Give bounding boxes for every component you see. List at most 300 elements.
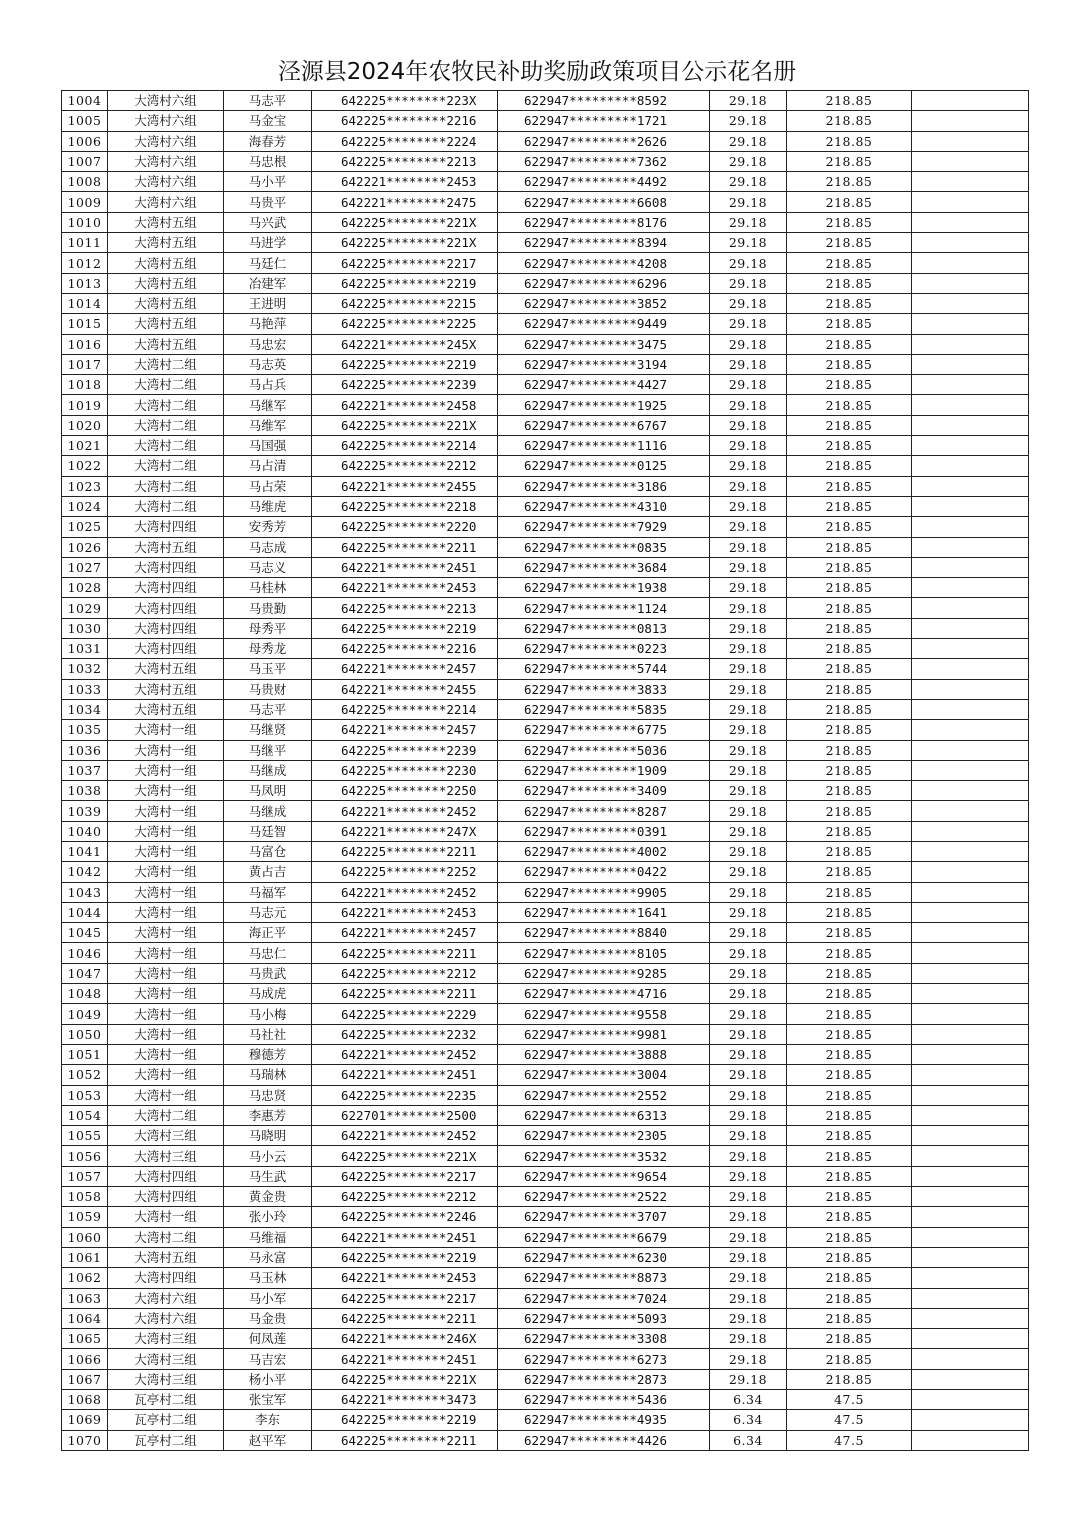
- award-amount-cell: 218.85: [787, 1227, 912, 1247]
- village-group-cell: 大湾村六组: [108, 1288, 224, 1308]
- name-cell: 黄占吉: [224, 862, 312, 882]
- name-cell: 马志义: [224, 557, 312, 577]
- id-number-cell: 642225********2225: [312, 314, 498, 334]
- award-amount-cell: 218.85: [787, 1247, 912, 1267]
- remark-cell: [912, 841, 1029, 861]
- subsidy-amount-cell: 29.18: [710, 598, 787, 618]
- remark-cell: [912, 334, 1029, 354]
- subsidy-amount-cell: 29.18: [710, 1146, 787, 1166]
- table-row: [62, 456, 1029, 476]
- id-number-cell: 642225********2232: [312, 1024, 498, 1044]
- remark-cell: [912, 943, 1029, 963]
- bank-card-cell: 622947*********6608: [498, 192, 710, 212]
- remark-cell: [912, 578, 1029, 598]
- id-number-cell: 642225********2212: [312, 456, 498, 476]
- village-group-cell: 大湾村二组: [108, 354, 224, 374]
- subsidy-amount-cell: 29.18: [710, 1288, 787, 1308]
- award-amount-cell: 218.85: [787, 395, 912, 415]
- table-row: [62, 1024, 1029, 1044]
- serial-number-cell: 1050: [62, 1024, 108, 1044]
- bank-card-cell: 622947*********3888: [498, 1044, 710, 1064]
- subsidy-amount-cell: 29.18: [710, 192, 787, 212]
- table-row: [62, 496, 1029, 516]
- page-title: 泾源县2024年农牧民补助奖励政策项目公示花名册: [277, 59, 797, 85]
- village-group-cell: 大湾村五组: [108, 273, 224, 293]
- award-amount-cell: 218.85: [787, 1065, 912, 1085]
- village-group-cell: 大湾村二组: [108, 1105, 224, 1125]
- subsidy-amount-cell: 29.18: [710, 720, 787, 740]
- name-cell: 马继成: [224, 760, 312, 780]
- village-group-cell: 大湾村四组: [108, 578, 224, 598]
- serial-number-cell: 1032: [62, 659, 108, 679]
- subsidy-amount-cell: 29.18: [710, 1024, 787, 1044]
- name-cell: 马桂林: [224, 578, 312, 598]
- bank-card-cell: 622947*********1721: [498, 111, 710, 131]
- award-amount-cell: 218.85: [787, 720, 912, 740]
- remark-cell: [912, 212, 1029, 232]
- name-cell: 海正平: [224, 923, 312, 943]
- table-row: [62, 1207, 1029, 1227]
- bank-card-cell: 622947*********9654: [498, 1166, 710, 1186]
- subsidy-amount-cell: 6.34: [710, 1390, 787, 1410]
- remark-cell: [912, 1166, 1029, 1186]
- table-row: [62, 1004, 1029, 1024]
- serial-number-cell: 1047: [62, 963, 108, 983]
- table-row: [62, 415, 1029, 435]
- table-row: [62, 1410, 1029, 1430]
- id-number-cell: 642221********247X: [312, 821, 498, 841]
- bank-card-cell: 622947*********8840: [498, 923, 710, 943]
- table-row: [62, 436, 1029, 456]
- table-row: [62, 720, 1029, 740]
- subsidy-amount-cell: 29.18: [710, 760, 787, 780]
- remark-cell: [912, 253, 1029, 273]
- name-cell: 马维虎: [224, 496, 312, 516]
- name-cell: 马占清: [224, 456, 312, 476]
- remark-cell: [912, 456, 1029, 476]
- id-number-cell: 622701********2500: [312, 1105, 498, 1125]
- serial-number-cell: 1007: [62, 151, 108, 171]
- award-amount-cell: 218.85: [787, 293, 912, 313]
- village-group-cell: 大湾村一组: [108, 862, 224, 882]
- award-amount-cell: 218.85: [787, 821, 912, 841]
- serial-number-cell: 1060: [62, 1227, 108, 1247]
- name-cell: 马兴武: [224, 212, 312, 232]
- table-row: [62, 476, 1029, 496]
- subsidy-amount-cell: 29.18: [710, 172, 787, 192]
- subsidy-amount-cell: 29.18: [710, 476, 787, 496]
- name-cell: 李惠芳: [224, 1105, 312, 1125]
- id-number-cell: 642225********2219: [312, 354, 498, 374]
- bank-card-cell: 622947*********1116: [498, 436, 710, 456]
- village-group-cell: 大湾村五组: [108, 537, 224, 557]
- serial-number-cell: 1019: [62, 395, 108, 415]
- bank-card-cell: 622947*********9449: [498, 314, 710, 334]
- serial-number-cell: 1041: [62, 841, 108, 861]
- name-cell: 何凤莲: [224, 1329, 312, 1349]
- id-number-cell: 642221********3473: [312, 1390, 498, 1410]
- id-number-cell: 642225********2224: [312, 131, 498, 151]
- subsidy-amount-cell: 29.18: [710, 314, 787, 334]
- award-amount-cell: 218.85: [787, 841, 912, 861]
- id-number-cell: 642225********2220: [312, 517, 498, 537]
- id-number-cell: 642221********2452: [312, 801, 498, 821]
- subsidy-amount-cell: 29.18: [710, 679, 787, 699]
- name-cell: 穆德芳: [224, 1044, 312, 1064]
- table-row: [62, 679, 1029, 699]
- bank-card-cell: 622947*********3308: [498, 1329, 710, 1349]
- serial-number-cell: 1038: [62, 781, 108, 801]
- name-cell: 马忠仁: [224, 943, 312, 963]
- subsidy-amount-cell: 29.18: [710, 273, 787, 293]
- id-number-cell: 642225********2213: [312, 598, 498, 618]
- serial-number-cell: 1012: [62, 253, 108, 273]
- serial-number-cell: 1037: [62, 760, 108, 780]
- serial-number-cell: 1045: [62, 923, 108, 943]
- name-cell: 马志元: [224, 902, 312, 922]
- village-group-cell: 大湾村二组: [108, 476, 224, 496]
- subsidy-amount-cell: 29.18: [710, 862, 787, 882]
- serial-number-cell: 1031: [62, 639, 108, 659]
- subsidy-amount-cell: 29.18: [710, 1369, 787, 1389]
- subsidy-amount-cell: 29.18: [710, 1268, 787, 1288]
- remark-cell: [912, 1308, 1029, 1328]
- id-number-cell: 642221********2453: [312, 902, 498, 922]
- table-row: [62, 1329, 1029, 1349]
- bank-card-cell: 622947*********0223: [498, 639, 710, 659]
- id-number-cell: 642221********2451: [312, 1227, 498, 1247]
- table-row: [62, 395, 1029, 415]
- serial-number-cell: 1015: [62, 314, 108, 334]
- village-group-cell: 大湾村二组: [108, 1227, 224, 1247]
- name-cell: 马维军: [224, 415, 312, 435]
- id-number-cell: 642225********2211: [312, 984, 498, 1004]
- bank-card-cell: 622947*********5093: [498, 1308, 710, 1328]
- name-cell: 马廷智: [224, 821, 312, 841]
- id-number-cell: 642221********2451: [312, 557, 498, 577]
- name-cell: 安秀芳: [224, 517, 312, 537]
- award-amount-cell: 218.85: [787, 314, 912, 334]
- table-row: [62, 314, 1029, 334]
- remark-cell: [912, 720, 1029, 740]
- bank-card-cell: 622947*********3475: [498, 334, 710, 354]
- remark-cell: [912, 902, 1029, 922]
- bank-card-cell: 622947*********8105: [498, 943, 710, 963]
- village-group-cell: 大湾村五组: [108, 293, 224, 313]
- name-cell: 黄金贵: [224, 1187, 312, 1207]
- id-number-cell: 642221********2452: [312, 1044, 498, 1064]
- table-row: [62, 91, 1029, 111]
- id-number-cell: 642225********2211: [312, 537, 498, 557]
- award-amount-cell: 218.85: [787, 476, 912, 496]
- table-row: [62, 1065, 1029, 1085]
- award-amount-cell: 218.85: [787, 91, 912, 111]
- village-group-cell: 大湾村一组: [108, 1065, 224, 1085]
- bank-card-cell: 622947*********6313: [498, 1105, 710, 1125]
- bank-card-cell: 622947*********1124: [498, 598, 710, 618]
- bank-card-cell: 622947*********5835: [498, 699, 710, 719]
- serial-number-cell: 1046: [62, 943, 108, 963]
- award-amount-cell: 218.85: [787, 1369, 912, 1389]
- bank-card-cell: 622947*********4426: [498, 1430, 710, 1450]
- village-group-cell: 大湾村二组: [108, 436, 224, 456]
- award-amount-cell: 218.85: [787, 1126, 912, 1146]
- bank-card-cell: 622947*********3532: [498, 1146, 710, 1166]
- remark-cell: [912, 314, 1029, 334]
- name-cell: 马小梅: [224, 1004, 312, 1024]
- award-amount-cell: 218.85: [787, 557, 912, 577]
- serial-number-cell: 1036: [62, 740, 108, 760]
- subsidy-amount-cell: 29.18: [710, 334, 787, 354]
- serial-number-cell: 1052: [62, 1065, 108, 1085]
- table-row: [62, 882, 1029, 902]
- serial-number-cell: 1044: [62, 902, 108, 922]
- serial-number-cell: 1055: [62, 1126, 108, 1146]
- id-number-cell: 642221********2453: [312, 1268, 498, 1288]
- subsidy-amount-cell: 29.18: [710, 415, 787, 435]
- name-cell: 马贵武: [224, 963, 312, 983]
- subsidy-amount-cell: 29.18: [710, 923, 787, 943]
- remark-cell: [912, 415, 1029, 435]
- name-cell: 杨小平: [224, 1369, 312, 1389]
- id-number-cell: 642221********2453: [312, 578, 498, 598]
- serial-number-cell: 1030: [62, 618, 108, 638]
- village-group-cell: 大湾村六组: [108, 151, 224, 171]
- table-row: [62, 293, 1029, 313]
- village-group-cell: 大湾村四组: [108, 1166, 224, 1186]
- table-row: [62, 131, 1029, 151]
- village-group-cell: 大湾村四组: [108, 517, 224, 537]
- bank-card-cell: 622947*********8873: [498, 1268, 710, 1288]
- name-cell: 张宝军: [224, 1390, 312, 1410]
- subsidy-amount-cell: 29.18: [710, 557, 787, 577]
- table-row: [62, 1146, 1029, 1166]
- name-cell: 马忠根: [224, 151, 312, 171]
- table-row: [62, 598, 1029, 618]
- bank-card-cell: 622947*********6767: [498, 415, 710, 435]
- award-amount-cell: 218.85: [787, 273, 912, 293]
- id-number-cell: 642221********2457: [312, 720, 498, 740]
- award-amount-cell: 218.85: [787, 496, 912, 516]
- village-group-cell: 大湾村四组: [108, 1187, 224, 1207]
- id-number-cell: 642225********2212: [312, 1187, 498, 1207]
- award-amount-cell: 218.85: [787, 1146, 912, 1166]
- subsidy-amount-cell: 29.18: [710, 1349, 787, 1369]
- award-amount-cell: 218.85: [787, 1329, 912, 1349]
- village-group-cell: 大湾村四组: [108, 1268, 224, 1288]
- bank-card-cell: 622947*********8394: [498, 233, 710, 253]
- subsidy-amount-cell: 6.34: [710, 1410, 787, 1430]
- remark-cell: [912, 131, 1029, 151]
- roster-table: [61, 90, 1029, 1451]
- award-amount-cell: 218.85: [787, 679, 912, 699]
- serial-number-cell: 1067: [62, 1369, 108, 1389]
- table-row: [62, 192, 1029, 212]
- serial-number-cell: 1010: [62, 212, 108, 232]
- serial-number-cell: 1029: [62, 598, 108, 618]
- serial-number-cell: 1054: [62, 1105, 108, 1125]
- serial-number-cell: 1034: [62, 699, 108, 719]
- bank-card-cell: 622947*********3852: [498, 293, 710, 313]
- id-number-cell: 642225********2246: [312, 1207, 498, 1227]
- serial-number-cell: 1008: [62, 172, 108, 192]
- award-amount-cell: 47.5: [787, 1430, 912, 1450]
- table-row: [62, 1105, 1029, 1125]
- serial-number-cell: 1063: [62, 1288, 108, 1308]
- village-group-cell: 大湾村二组: [108, 456, 224, 476]
- award-amount-cell: 218.85: [787, 1044, 912, 1064]
- village-group-cell: 大湾村一组: [108, 902, 224, 922]
- serial-number-cell: 1070: [62, 1430, 108, 1450]
- table-row: [62, 1187, 1029, 1207]
- id-number-cell: 642221********2453: [312, 172, 498, 192]
- bank-card-cell: 622947*********0422: [498, 862, 710, 882]
- village-group-cell: 大湾村四组: [108, 557, 224, 577]
- subsidy-amount-cell: 29.18: [710, 131, 787, 151]
- award-amount-cell: 218.85: [787, 740, 912, 760]
- remark-cell: [912, 1044, 1029, 1064]
- bank-card-cell: 622947*********3004: [498, 1065, 710, 1085]
- remark-cell: [912, 233, 1029, 253]
- serial-number-cell: 1016: [62, 334, 108, 354]
- table-row: [62, 760, 1029, 780]
- village-group-cell: 大湾村六组: [108, 111, 224, 131]
- award-amount-cell: 218.85: [787, 618, 912, 638]
- id-number-cell: 642225********2211: [312, 943, 498, 963]
- remark-cell: [912, 91, 1029, 111]
- village-group-cell: 大湾村一组: [108, 1207, 224, 1227]
- village-group-cell: 大湾村四组: [108, 618, 224, 638]
- id-number-cell: 642221********2451: [312, 1065, 498, 1085]
- subsidy-amount-cell: 29.18: [710, 659, 787, 679]
- table-row: [62, 984, 1029, 1004]
- subsidy-amount-cell: 29.18: [710, 963, 787, 983]
- bank-card-cell: 622947*********1925: [498, 395, 710, 415]
- remark-cell: [912, 1207, 1029, 1227]
- village-group-cell: 大湾村二组: [108, 375, 224, 395]
- id-number-cell: 642225********2239: [312, 375, 498, 395]
- remark-cell: [912, 679, 1029, 699]
- bank-card-cell: 622947*********4935: [498, 1410, 710, 1430]
- remark-cell: [912, 192, 1029, 212]
- bank-card-cell: 622947*********4716: [498, 984, 710, 1004]
- bank-card-cell: 622947*********6775: [498, 720, 710, 740]
- serial-number-cell: 1051: [62, 1044, 108, 1064]
- id-number-cell: 642221********246X: [312, 1329, 498, 1349]
- name-cell: 冶建军: [224, 273, 312, 293]
- village-group-cell: 大湾村五组: [108, 699, 224, 719]
- remark-cell: [912, 395, 1029, 415]
- award-amount-cell: 218.85: [787, 537, 912, 557]
- village-group-cell: 大湾村五组: [108, 334, 224, 354]
- remark-cell: [912, 862, 1029, 882]
- serial-number-cell: 1058: [62, 1187, 108, 1207]
- table-row: [62, 801, 1029, 821]
- award-amount-cell: 218.85: [787, 1024, 912, 1044]
- subsidy-amount-cell: 29.18: [710, 1308, 787, 1328]
- award-amount-cell: 218.85: [787, 923, 912, 943]
- id-number-cell: 642225********2214: [312, 699, 498, 719]
- serial-number-cell: 1043: [62, 882, 108, 902]
- remark-cell: [912, 557, 1029, 577]
- name-cell: 母秀平: [224, 618, 312, 638]
- award-amount-cell: 218.85: [787, 111, 912, 131]
- village-group-cell: 大湾村一组: [108, 740, 224, 760]
- table-row: [62, 1227, 1029, 1247]
- village-group-cell: 大湾村二组: [108, 395, 224, 415]
- id-number-cell: 642221********2452: [312, 882, 498, 902]
- subsidy-amount-cell: 29.18: [710, 1004, 787, 1024]
- id-number-cell: 642221********2451: [312, 1349, 498, 1369]
- subsidy-amount-cell: 29.18: [710, 699, 787, 719]
- award-amount-cell: 218.85: [787, 598, 912, 618]
- serial-number-cell: 1057: [62, 1166, 108, 1186]
- table-row: [62, 659, 1029, 679]
- table-row: [62, 1369, 1029, 1389]
- village-group-cell: 大湾村一组: [108, 781, 224, 801]
- serial-number-cell: 1024: [62, 496, 108, 516]
- remark-cell: [912, 1329, 1029, 1349]
- village-group-cell: 大湾村一组: [108, 760, 224, 780]
- award-amount-cell: 218.85: [787, 882, 912, 902]
- bank-card-cell: 622947*********3707: [498, 1207, 710, 1227]
- village-group-cell: 大湾村一组: [108, 1044, 224, 1064]
- remark-cell: [912, 699, 1029, 719]
- id-number-cell: 642225********2219: [312, 1410, 498, 1430]
- subsidy-amount-cell: 29.18: [710, 1247, 787, 1267]
- name-cell: 马忠贤: [224, 1085, 312, 1105]
- remark-cell: [912, 1410, 1029, 1430]
- subsidy-amount-cell: 29.18: [710, 781, 787, 801]
- remark-cell: [912, 882, 1029, 902]
- id-number-cell: 642221********2452: [312, 1126, 498, 1146]
- bank-card-cell: 622947*********3186: [498, 476, 710, 496]
- name-cell: 马瑞林: [224, 1065, 312, 1085]
- bank-card-cell: 622947*********6230: [498, 1247, 710, 1267]
- serial-number-cell: 1062: [62, 1268, 108, 1288]
- table-row: [62, 1349, 1029, 1369]
- id-number-cell: 642225********2239: [312, 740, 498, 760]
- award-amount-cell: 218.85: [787, 984, 912, 1004]
- village-group-cell: 大湾村二组: [108, 496, 224, 516]
- village-group-cell: 大湾村五组: [108, 659, 224, 679]
- name-cell: 马继平: [224, 740, 312, 760]
- subsidy-amount-cell: 29.18: [710, 436, 787, 456]
- remark-cell: [912, 1187, 1029, 1207]
- bank-card-cell: 622947*********7024: [498, 1288, 710, 1308]
- name-cell: 马富仓: [224, 841, 312, 861]
- name-cell: 海春芳: [224, 131, 312, 151]
- award-amount-cell: 218.85: [787, 781, 912, 801]
- award-amount-cell: 218.85: [787, 1187, 912, 1207]
- bank-card-cell: 622947*********4002: [498, 841, 710, 861]
- bank-card-cell: 622947*********8592: [498, 91, 710, 111]
- award-amount-cell: 218.85: [787, 862, 912, 882]
- name-cell: 马忠宏: [224, 334, 312, 354]
- subsidy-amount-cell: 29.18: [710, 111, 787, 131]
- id-number-cell: 642221********2455: [312, 679, 498, 699]
- name-cell: 马金贵: [224, 1308, 312, 1328]
- bank-card-cell: 622947*********3684: [498, 557, 710, 577]
- remark-cell: [912, 598, 1029, 618]
- serial-number-cell: 1059: [62, 1207, 108, 1227]
- table-row: [62, 517, 1029, 537]
- table-row: [62, 151, 1029, 171]
- subsidy-amount-cell: 29.18: [710, 212, 787, 232]
- table-row: [62, 354, 1029, 374]
- serial-number-cell: 1018: [62, 375, 108, 395]
- award-amount-cell: 218.85: [787, 415, 912, 435]
